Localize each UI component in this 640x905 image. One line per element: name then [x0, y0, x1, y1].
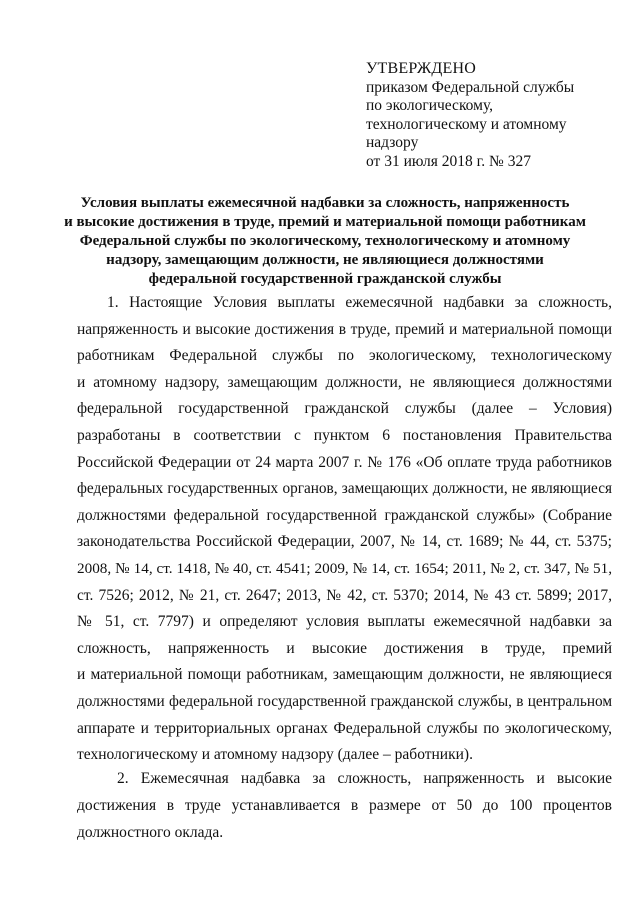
- title-line: Условия выплаты ежемесячной надбавки за сложность, напряженность: [80, 195, 570, 211]
- paragraph-line: № 51, ст. 7797) и определяют условия выплаты ежемесячной надбавки за: [77, 613, 612, 631]
- paragraph-line: достижения в труде устанавливается в размере от 50 до 100 процентов: [77, 797, 612, 814]
- paragraph-line: напряженность и высокие достижения в труде, премий и материальной помощи: [77, 320, 612, 338]
- approval-line: технологическому и атомному: [366, 115, 567, 133]
- paragraph-line: работникам Федеральной службы по экологическому, технологическому: [77, 347, 612, 365]
- title-line: надзору, замещающим должности, не являющиеся должностями: [106, 252, 544, 268]
- paragraph-line: 1. Настоящие Условия выплаты ежемесячной надбавки за сложность,: [107, 294, 612, 311]
- paragraph-line: технологическому и атомному надзору (далее – работники).: [77, 746, 473, 764]
- paragraph-line: разработаны в соответствии с пунктом 6 постановления Правительства: [77, 426, 612, 444]
- paragraph-line: ст. 7526; 2012, № 21, ст. 2647; 2013, № 42, ст. 5370; 2014, № 43 ст. 5899; 2017,: [77, 586, 612, 604]
- title-line: и высокие достижения в труде, премий и материальной помощи работникам: [64, 214, 586, 230]
- paragraph-line: должностного оклада.: [77, 824, 224, 841]
- approval-line: приказом Федеральной службы: [366, 78, 575, 96]
- title-line: федеральной государственной гражданской службы: [148, 271, 502, 287]
- paragraph-line: должностями федеральной государственной гражданской службы, в центральном: [77, 692, 612, 710]
- paragraph-2: [77, 765, 612, 846]
- paragraph-line: федеральной государственной гражданской службы (далее – Условия): [77, 400, 612, 418]
- paragraph-line: сложность, напряженность и высокие достижения в труде, премий: [77, 639, 612, 657]
- paragraph-line: федеральных государственных органов, замещающих должности, не являющиеся: [77, 480, 612, 498]
- approval-date: от 31 июля 2018 г. № 327: [366, 152, 531, 170]
- paragraph-line: и атомному надзору, замещающим должности, не являющиеся должностями: [77, 373, 612, 391]
- paragraph-line: 2. Ежемесячная надбавка за сложность, напряженность и высокие: [117, 770, 612, 787]
- paragraph-line: Российской Федерации от 24 марта 2007 г. № 176 «Об оплате труда работников: [77, 453, 612, 471]
- title-line: Федеральной службы по экологическому, технологическому и атомному: [79, 233, 571, 249]
- paragraph-line: аппарате и территориальных органах Федеральной службы по экологическому,: [77, 719, 612, 737]
- paragraph-line: законодательства Российской Федерации, 2007, № 14, ст. 1689; № 44, ст. 5375;: [77, 533, 612, 551]
- approval-line: по экологическому,: [366, 97, 494, 115]
- approval-line: надзору: [366, 134, 419, 152]
- approval-stamp: [366, 60, 616, 172]
- paragraph-1: [77, 290, 612, 769]
- document-title: [60, 194, 590, 289]
- paragraph-line: должностями федеральной государственной гражданской службы» (Собрание: [77, 506, 612, 524]
- paragraph-line: 2008, № 14, ст. 1418, № 40, ст. 4541; 2009, № 14, ст. 1654; 2011, № 2, ст. 347, № 51,: [77, 559, 612, 577]
- paragraph-line: и материальной помощи работникам, замещающим должности, не являющиеся: [77, 666, 612, 684]
- approval-heading: УТВЕРЖДЕНО: [366, 60, 477, 77]
